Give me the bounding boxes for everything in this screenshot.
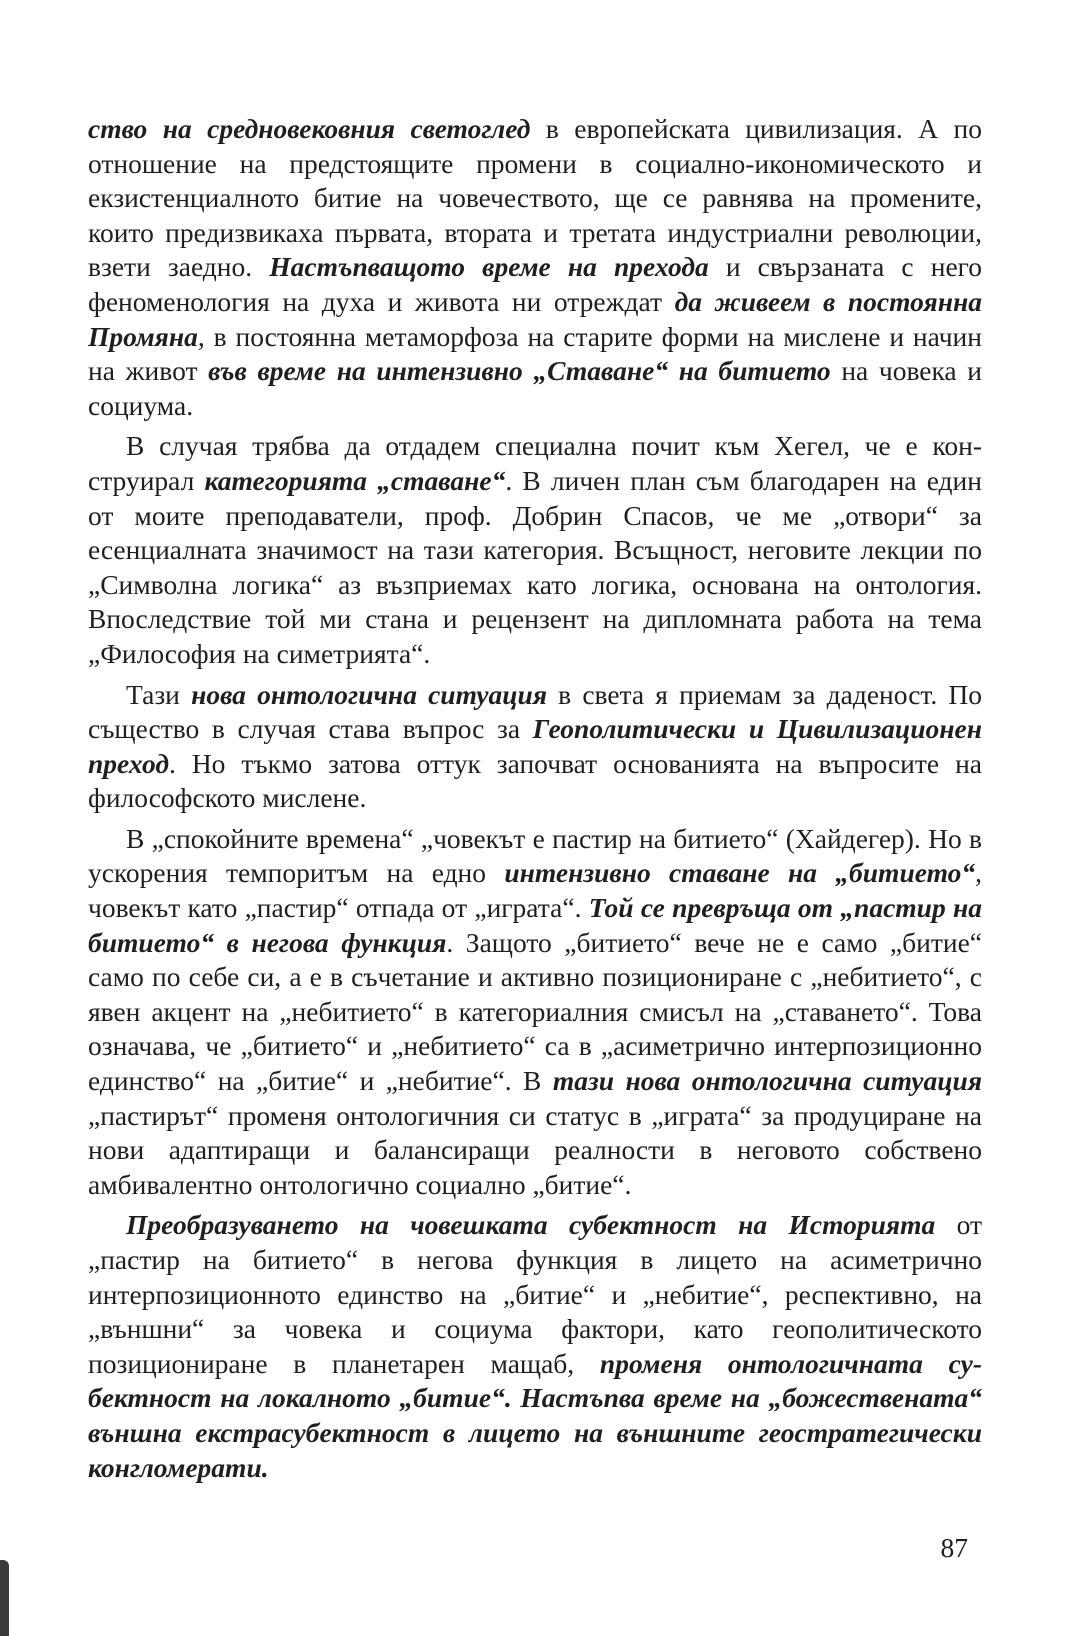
- body-text: . Защото „битието“ вече не е само „битие“ само по себе си, а е в съчетание и активно позициониране с „небитието“, с явен акцент на „небитието“ в категориалния смисъл на „ставането“. Това означава, че „битието“ и „небитието“ са в „асиметрично интерпозиционно единство“ на „битие“ и „небитие“. В: [88, 926, 982, 1097]
- emphasis-text: интензивно ставане на „битието“: [504, 857, 976, 889]
- emphasis-text: променя онтологичната субектност на локалното „битие“. Настъпва време на „божествената“ външна екстрасубектност в лицето на външните геостратегически конгломерати.: [88, 1347, 982, 1483]
- body-text: В „спокойните времена“ „човекът е пастир на битието“ (Хайдегер). Но в ускорения темпоритъм на едно: [88, 822, 982, 889]
- text-block: [88, 112, 982, 1491]
- body-text: Тази: [126, 678, 192, 710]
- emphasis-text: категорията „ставане“: [204, 464, 506, 496]
- body-text: в европейската цивилизация. А по отношение на предстоящите промени в социално-икономическото и екзистенциалното битие на човечеството, ще се равнява на промените, които предизвикаха първата, втората и третата индустриални революции, взети заедно.: [88, 113, 983, 283]
- body-text: . Но тъкмо затова оттук започват основанията на въпросите на философското мислене.: [88, 747, 982, 814]
- emphasis-text: във време на интензивно „Ставане“ на битието: [208, 355, 831, 387]
- page-number: 87: [940, 1532, 968, 1563]
- emphasis-text: ство на средновековния светоглед: [88, 113, 531, 144]
- paragraph: [88, 429, 982, 671]
- paragraph: [88, 112, 982, 423]
- emphasis-text: нова онтологична ситуация: [191, 678, 548, 710]
- body-text: и свързаната с него феноменология на духа и живота ни отреждат: [88, 251, 982, 317]
- page-edge-tab: [0, 1560, 9, 1636]
- emphasis-text: Геополитически и Цивилизационен преход: [88, 713, 983, 779]
- body-text: В случая трябва да отдадем специална почит към Хегел, че е конструирал: [88, 430, 982, 496]
- body-text: . В личен план съм благодарен на един от моите преподаватели, проф. Добрин Спасов, че ме „отвори“ за есенциалната значимост на тази категория. Всъщност, неговите лекции по „Символна логика“ аз възприемах като логика, основана на онтология. Впоследствие той ми стана и рецензент на дипломната работа на тема „Философия на симетрията“.: [88, 464, 982, 669]
- body-text: „пастирът“ променя онтологичния си статус в „играта“ за продуциране на нови адаптиращи и балансиращи реалности в неговото собствено амбивалентно онтологично социално „битие“.: [88, 1099, 982, 1200]
- emphasis-text: Той се превръща от „пастир на битието“ в негова функция: [88, 892, 982, 958]
- paragraph: [88, 1208, 982, 1485]
- emphasis-text: Преобразуването на човешката субектност на Историята: [126, 1209, 936, 1241]
- emphasis-text: тази нова онтологична ситуация: [552, 1065, 982, 1097]
- paragraph: [88, 678, 982, 816]
- emphasis-text: да живеем в постоянна Промяна: [88, 285, 982, 352]
- paragraph: [88, 822, 982, 1203]
- body-text: , човекът като „пастир“ отпада от „играта“.: [88, 857, 982, 924]
- body-text: , в постоянна метаморфоза на старите форми на мислене и начин на живот: [88, 320, 982, 387]
- body-text: от „пастир на битието“ в негова функция в лицето на асиметрично интерпозиционното единство на „битие“ и „небитие“, респективно, на „външни“ за човека и социума фактори, като геополитическото позициониране в планетарен мащаб,: [88, 1209, 983, 1379]
- body-text: в света я приемам за даденост. По същество в случая става въпрос за: [88, 678, 982, 745]
- body-text: на човека и социума.: [88, 355, 982, 421]
- emphasis-text: Настъпващото време на прехода: [269, 251, 709, 283]
